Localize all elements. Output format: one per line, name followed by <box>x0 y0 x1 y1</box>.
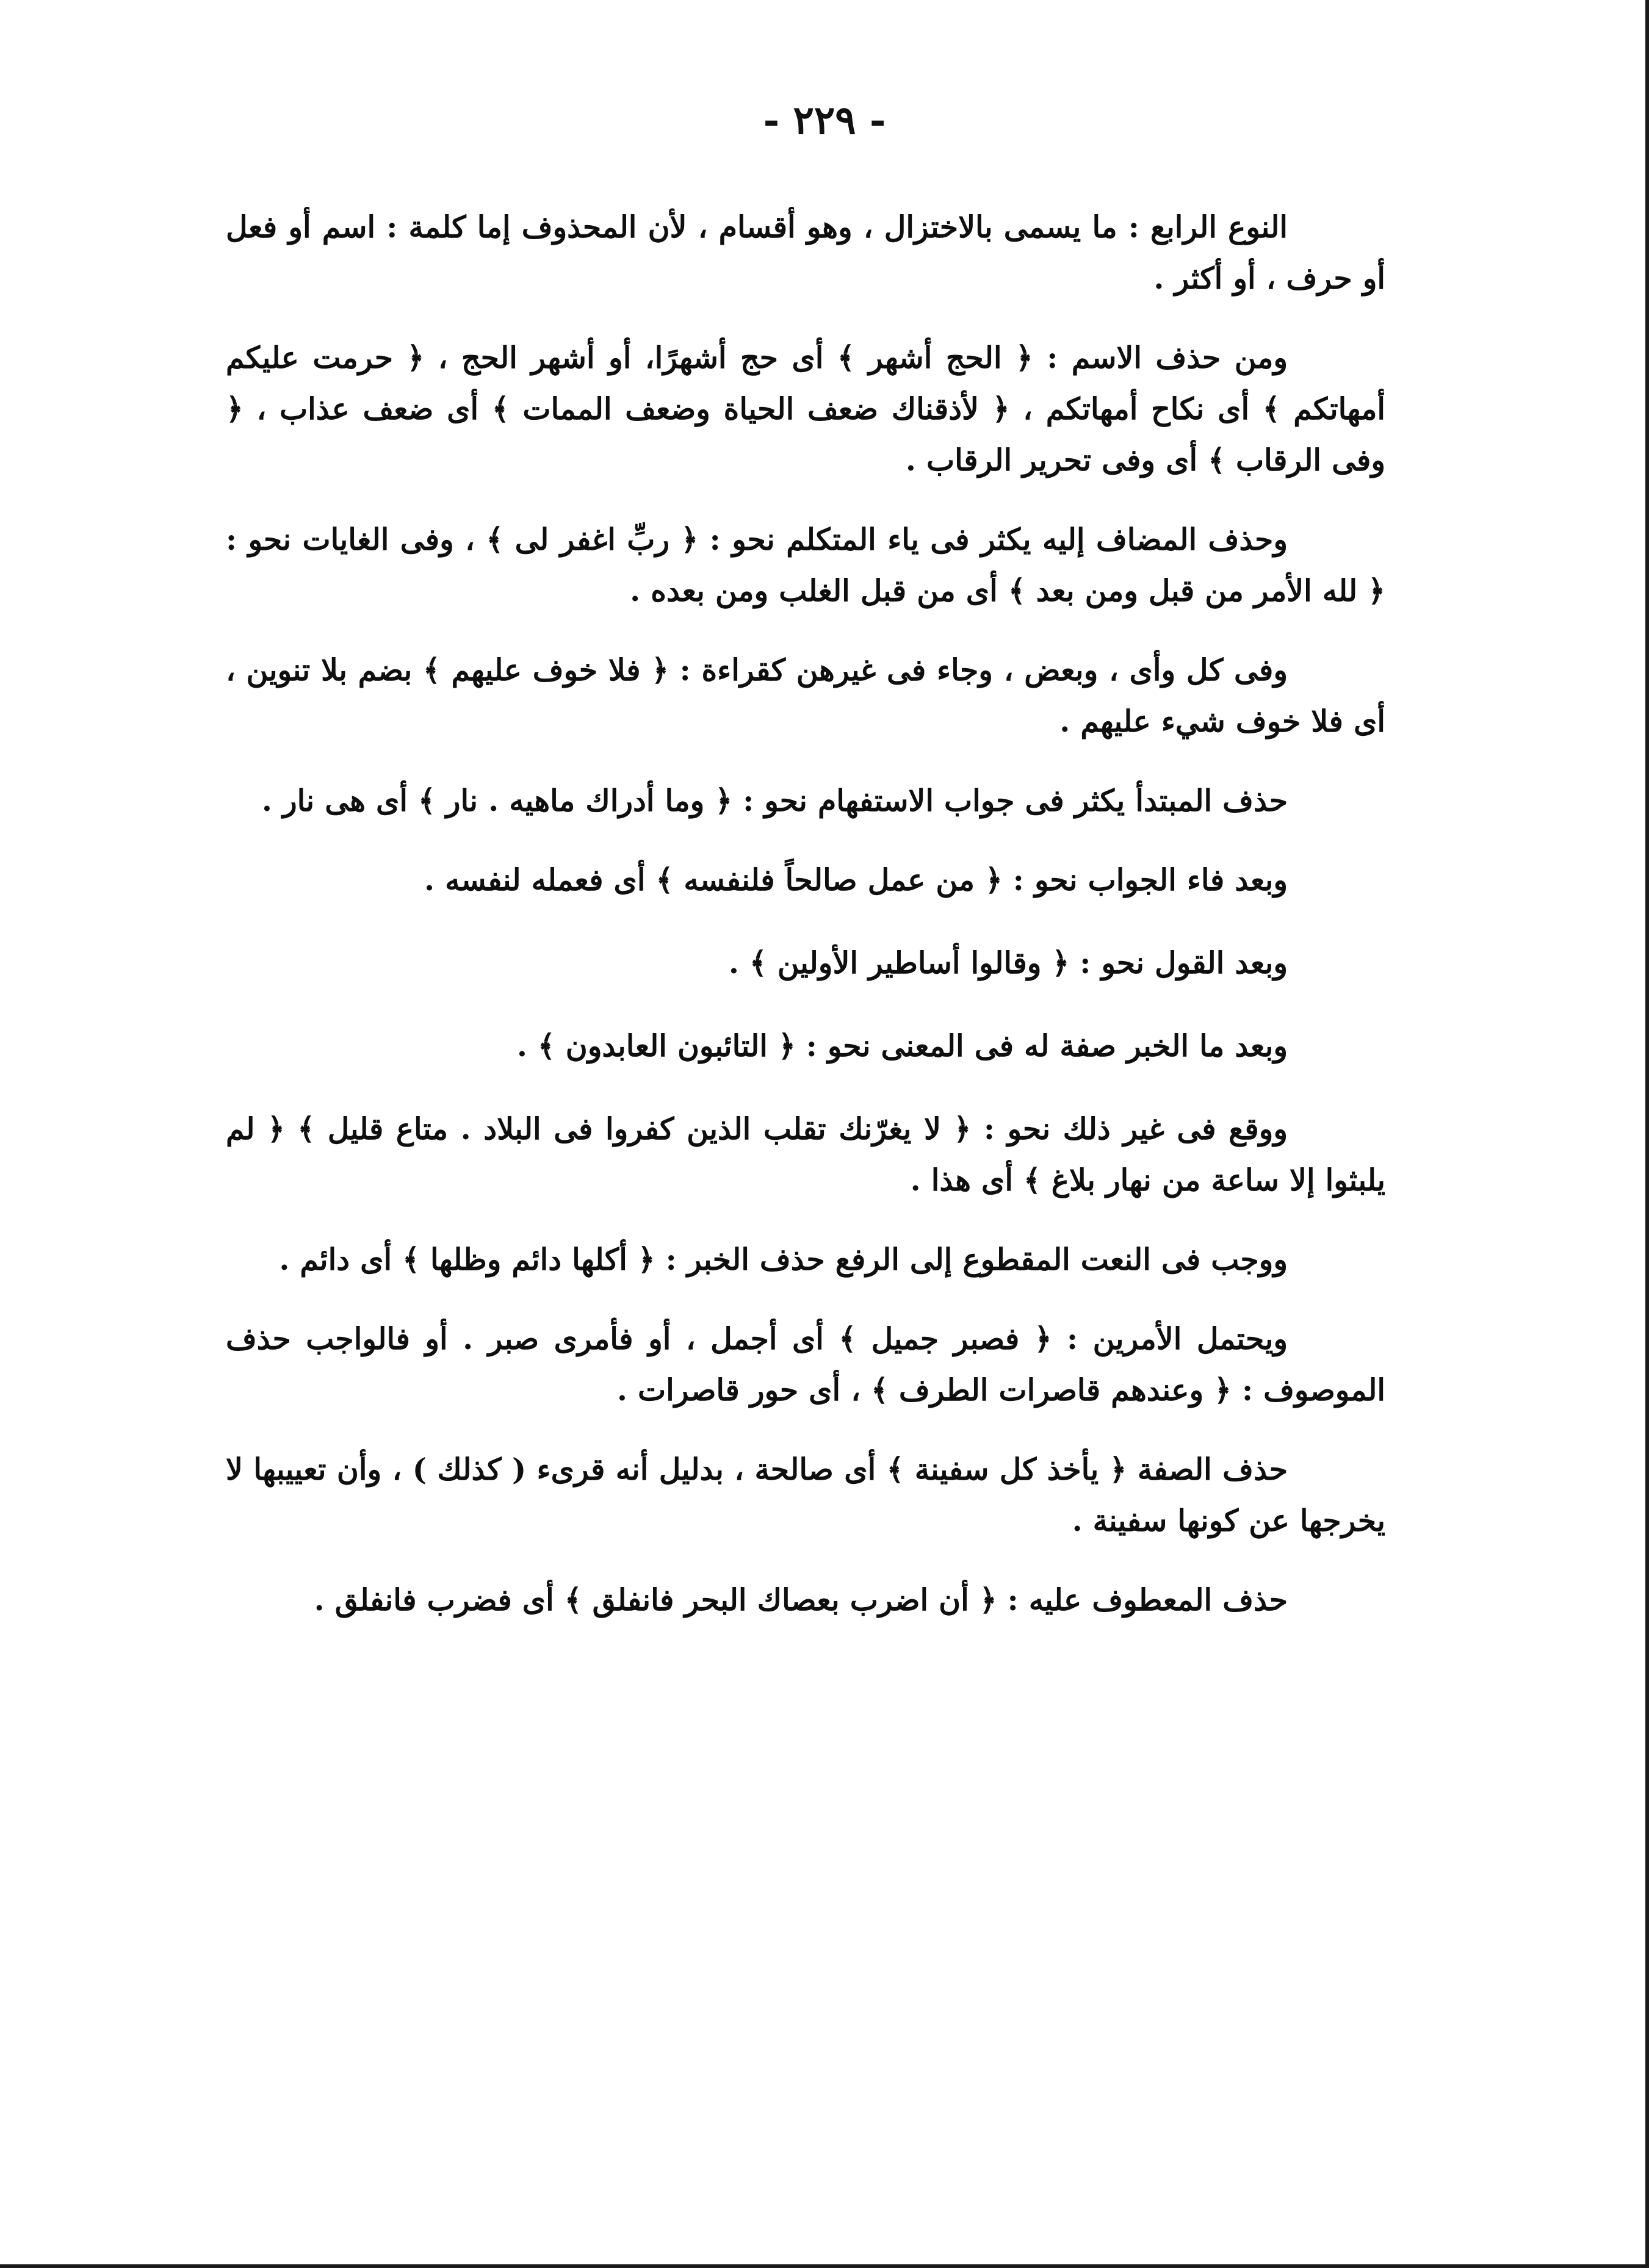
paragraph-mudaf-ilayh: وحذف المضاف إليه يكثر فى ياء المتكلم نحو : ﴿ ربِّ اغفر لى ﴾ ، وفى الغايات نحو : ﴿ لله الأمر من قبل ومن بعد ﴾ أى من قبل الغلب ومن بعده . <box>226 522 1385 608</box>
paragraph-mubtada: حذف المبتدأ يكثر فى جواب الاستفهام نحو : ﴿ وما أدراك ماهيه . نار ﴾ أى هى نار . <box>261 783 1288 818</box>
paragraph-fa-jawab: وبعد فاء الجواب نحو : ﴿ من عمل صالحاً فلنفسه ﴾ أى فعمله لنفسه . <box>424 862 1288 898</box>
page-body <box>226 201 1385 1654</box>
paragraph-naat-maqtu: ووجب فى النعت المقطوع إلى الرفع حذف الخبر : ﴿ أكلها دائم وظلها ﴾ أى دائم . <box>279 1242 1288 1277</box>
paragraph-ghayr-dhalik: ووقع فى غير ذلك نحو : ﴿ لا يغرّنك تقلب الذين كفروا فى البلاد . متاع قليل ﴾ ﴿ لم يلبثوا إلا ساعة من نهار بلاغ ﴾ أى هذا . <box>226 1111 1385 1198</box>
page-border-bottom <box>0 2264 1649 2268</box>
paragraph-amrayn: ويحتمل الأمرين : ﴿ فصبر جميل ﴾ أى أجمل ، أو فأمرى صبر . أو فالواجب حذف الموصوف : ﴿ وعندهم قاصرات الطرف ﴾ ، أى حور قاصرات . <box>226 1321 1385 1408</box>
page-border-right <box>1645 0 1649 2268</box>
paragraph-hadhf-ism: ومن حذف الاسم : ﴿ الحج أشهر ﴾ أى حج أشهرًا، أو أشهر الحج ، ﴿ حرمت عليكم أمهاتكم ﴾ أى نكاح أمهاتكم ، ﴿ لأذقناك ضعف الحياة وضعف الممات ﴾ أى ضعف عذاب ، ﴿ وفى الرقاب ﴾ أى وفى تحرير الرقاب . <box>226 340 1385 478</box>
paragraph-khabar-sifa: وبعد ما الخبر صفة له فى المعنى نحو : ﴿ التائبون العابدون ﴾ . <box>516 1028 1288 1064</box>
paragraph-ikhtizal: النوع الرابع : ما يسمى بالاختزال ، وهو أقسام ، لأن المحذوف إما كلمة : اسم أو فعل أو حرف ، أو أكثر . <box>226 209 1385 296</box>
paragraph-matuf-alayh: حذف المعطوف عليه : ﴿ أن اضرب بعصاك البحر فانفلق ﴾ أى فضرب فانفلق . <box>314 1582 1288 1618</box>
paragraph-qawl: وبعد القول نحو : ﴿ وقالوا أساطير الأولين ﴾ . <box>728 945 1288 981</box>
paragraph-kull-ay: وفى كل وأى ، وبعض ، وجاء فى غيرهن كقراءة : ﴿ فلا خوف عليهم ﴾ بضم بلا تنوين ، أى فلا خوف شيء عليهم . <box>226 652 1385 739</box>
page-number: - ٢٢٩ - <box>763 98 886 143</box>
paragraph-hadhf-sifa: حذف الصفة ﴿ يأخذ كل سفينة ﴾ أى صالحة ، بدليل أنه قرىء ( كذلك ) ، وأن تعييبها لا يخرجها عن كونها سفينة . <box>226 1452 1385 1538</box>
